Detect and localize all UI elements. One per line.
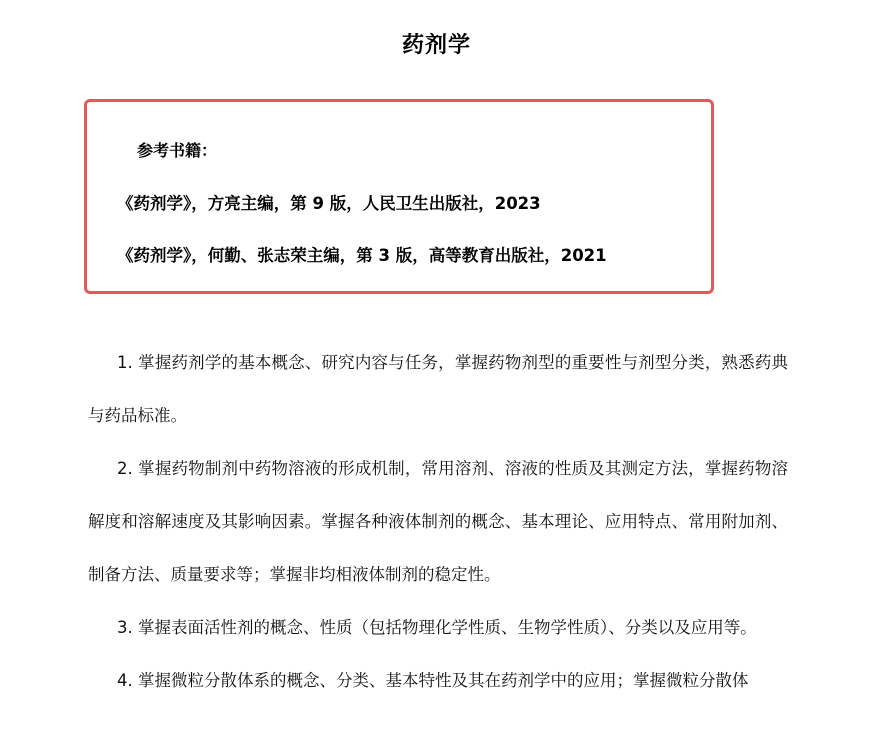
requirement-paragraph: 2. 掌握药物制剂中药物溶液的形成机制，常用溶剂、溶液的性质及其测定方法，掌握药物溶解度和溶解速度及其影响因素。掌握各种液体制剂的概念、基本理论、应用特点、常用附加剂、制备方法、质量要求等；掌握非均相液体制剂的稳定性。: [88, 459, 788, 584]
reference-book-item: 《药剂学》，方亮主编，第 9 版，人民卫生出版社，2023: [117, 194, 541, 213]
reference-book-item: 《药剂学》，何勤、张志荣主编，第 3 版，高等教育出版社，2021: [117, 246, 607, 265]
requirement-paragraph: 1. 掌握药剂学的基本概念、研究内容与任务，掌握药物剂型的重要性与剂型分类，熟悉药典与药品标准。: [88, 353, 788, 425]
page-title: 药剂学: [401, 33, 471, 58]
requirement-paragraph: 3. 掌握表面活性剂的概念、性质（包括物理化学性质、生物学性质）、分类以及应用等。: [117, 618, 757, 637]
requirement-paragraph: 4. 掌握微粒分散体系的概念、分类、基本特性及其在药剂学中的应用；掌握微粒分散体: [117, 671, 749, 690]
requirements-list: [88, 336, 788, 707]
reference-books-box: [84, 99, 714, 294]
reference-books-heading: 参考书籍：: [137, 141, 218, 160]
